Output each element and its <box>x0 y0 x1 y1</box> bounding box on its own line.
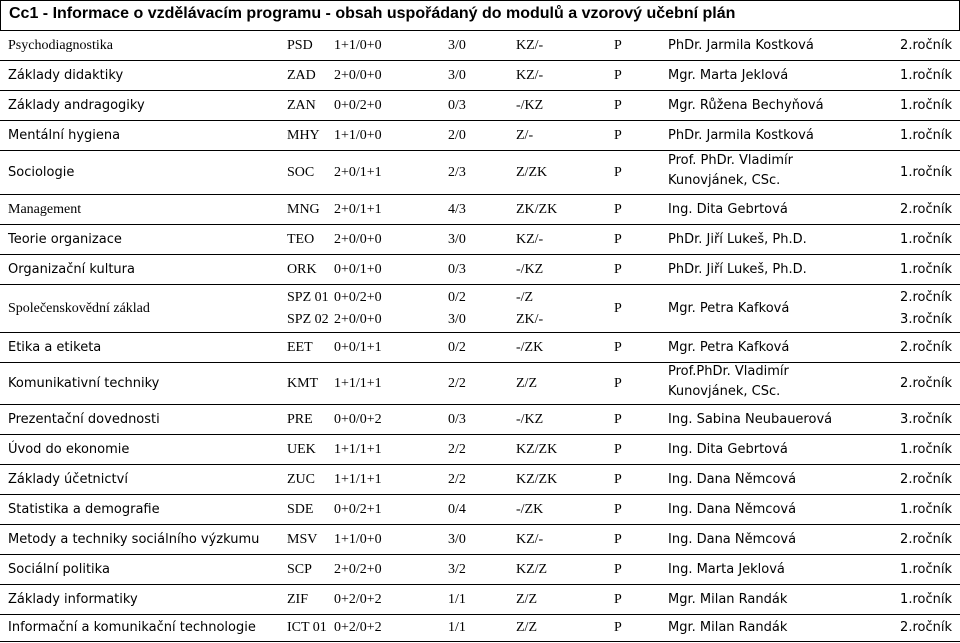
cell-type: P <box>614 532 622 547</box>
cell-year-line1: 2.ročník <box>900 290 952 305</box>
cell-teacher: PhDr. Jiří Lukeš, Ph.D. <box>668 262 807 277</box>
cell-name: Komunikativní techniky <box>8 376 160 391</box>
cell-hours: 0+2/0+2 <box>334 592 382 607</box>
table-row <box>0 435 960 465</box>
cell-year: 1.ročník <box>900 262 952 277</box>
cell-year: 2.ročník <box>900 202 952 217</box>
table-row <box>0 91 960 121</box>
table-row <box>0 121 960 151</box>
cell-name: Etika a etiketa <box>8 340 102 355</box>
cell-name: Základy andragogiky <box>8 98 145 113</box>
cell-exam-line2: ZK/- <box>516 312 544 327</box>
cell-credits: 3/0 <box>448 38 466 53</box>
table-row <box>0 363 960 405</box>
cell-exam: KZ/ZK <box>516 472 558 487</box>
cell-code: MHY <box>287 128 320 143</box>
cell-hours: 2+0/0+0 <box>334 68 382 83</box>
cell-credits: 2/0 <box>448 128 466 143</box>
cell-hours: 0+0/2+0 <box>334 98 382 113</box>
cell-teacher-line2: Kunovjánek, CSc. <box>668 384 781 399</box>
cell-teacher: Mgr. Růžena Bechyňová <box>668 98 824 113</box>
cell-credits: 2/2 <box>448 472 466 487</box>
cell-code: SDE <box>287 502 314 517</box>
cell-year: 3.ročník <box>900 412 952 427</box>
cell-teacher: Mgr. Milan Randák <box>668 592 788 607</box>
cell-type: P <box>614 502 622 517</box>
cell-type: P <box>614 301 622 316</box>
cell-exam: KZ/- <box>516 38 544 53</box>
cell-code: ICT 01 <box>287 620 327 635</box>
table-row <box>0 285 960 333</box>
cell-year: 1.ročník <box>900 98 952 113</box>
cell-exam: -/KZ <box>516 412 544 427</box>
cell-exam <box>516 287 543 331</box>
cell-type: P <box>614 592 622 607</box>
cell-teacher <box>668 362 789 402</box>
cell-exam: KZ/- <box>516 532 544 547</box>
cell-teacher: PhDr. Jiří Lukeš, Ph.D. <box>668 232 807 247</box>
table-row <box>0 585 960 615</box>
cell-teacher: Ing. Marta Jeklová <box>668 562 785 577</box>
cell-type: P <box>614 128 622 143</box>
cell-hours <box>334 287 382 331</box>
cell-code: UEK <box>287 442 316 457</box>
cell-hours: 0+0/1+1 <box>334 340 382 355</box>
cell-exam: ZK/ZK <box>516 202 558 217</box>
cell-exam: -/ZK <box>516 502 544 517</box>
cell-type: P <box>614 38 622 53</box>
cell-code: SCP <box>287 562 312 577</box>
cell-teacher: Mgr. Petra Kafková <box>668 340 790 355</box>
cell-code: EET <box>287 340 313 355</box>
cell-name: Základy účetnictví <box>8 472 128 487</box>
cell-type: P <box>614 165 622 180</box>
cell-code: KMT <box>287 376 319 391</box>
cell-exam: Z/Z <box>516 592 537 607</box>
cell-code: PRE <box>287 412 313 427</box>
cell-year: 1.ročník <box>900 562 952 577</box>
cell-teacher: Ing. Dana Němcová <box>668 472 797 487</box>
cell-credits: 3/0 <box>448 68 466 83</box>
cell-hours: 1+1/0+0 <box>334 128 382 143</box>
cell-credits: 0/2 <box>448 340 466 355</box>
cell-name: Mentální hygiena <box>8 128 121 143</box>
table-row <box>0 195 960 225</box>
cell-name: Teorie organizace <box>8 232 122 247</box>
cell-name: Prezentační dovednosti <box>8 412 160 427</box>
cell-credits: 0/3 <box>448 412 466 427</box>
cell-teacher <box>668 151 793 191</box>
page-title: Cc1 - Informace o vzdělávacím programu - obsah uspořádaný do modulů a vzorový učební plán <box>9 5 736 22</box>
cell-exam: KZ/Z <box>516 562 548 577</box>
cell-type: P <box>614 620 622 635</box>
cell-year: 1.ročník <box>900 128 952 143</box>
cell-code: MSV <box>287 532 318 547</box>
cell-name: Management <box>8 202 82 217</box>
cell-year: 1.ročník <box>900 68 952 83</box>
cell-code: ORK <box>287 262 317 277</box>
cell-hours: 1+1/0+0 <box>334 532 382 547</box>
cell-exam: Z/Z <box>516 376 537 391</box>
cell-teacher: Mgr. Milan Randák <box>668 620 788 635</box>
cell-teacher-line2: Kunovjánek, CSc. <box>668 173 781 188</box>
cell-hours: 1+1/1+1 <box>334 472 382 487</box>
cell-name: Informační a komunikační technologie <box>8 620 256 635</box>
cell-hours: 0+2/0+2 <box>334 620 382 635</box>
cell-year: 1.ročník <box>900 592 952 607</box>
cell-credits: 0/3 <box>448 98 466 113</box>
cell-type: P <box>614 262 622 277</box>
cell-year: 1.ročník <box>900 502 952 517</box>
cell-credits-line1: 0/2 <box>448 290 466 305</box>
cell-credits: 2/3 <box>448 165 466 180</box>
cell-code: TEO <box>287 232 315 247</box>
cell-teacher: PhDr. Jarmila Kostková <box>668 38 814 53</box>
cell-exam: Z/ZK <box>516 165 548 180</box>
cell-exam: -/KZ <box>516 262 544 277</box>
cell-teacher: Ing. Dana Němcová <box>668 532 797 547</box>
cell-credits: 0/3 <box>448 262 466 277</box>
cell-exam: KZ/- <box>516 232 544 247</box>
cell-code: ZUC <box>287 472 315 487</box>
cell-hours: 0+0/1+0 <box>334 262 382 277</box>
cell-exam: Z/Z <box>516 620 537 635</box>
cell-name: Úvod do ekonomie <box>8 442 130 457</box>
cell-hours: 0+0/0+2 <box>334 412 382 427</box>
cell-hours: 2+0/1+1 <box>334 202 382 217</box>
cell-credits: 3/0 <box>448 232 466 247</box>
cell-teacher-line1: Prof.PhDr. Vladimír <box>668 364 789 379</box>
table-row <box>0 405 960 435</box>
cell-year: 2.ročník <box>900 532 952 547</box>
cell-name: Psychodiagnostika <box>8 38 113 53</box>
table-row <box>0 495 960 525</box>
table-row <box>0 151 960 195</box>
cell-credits: 1/1 <box>448 592 466 607</box>
cell-hours: 1+1/1+1 <box>334 376 382 391</box>
cell-exam: KZ/ZK <box>516 442 558 457</box>
cell-credits: 4/3 <box>448 202 466 217</box>
table-row <box>0 31 960 61</box>
cell-year-line2: 3.ročník <box>900 312 952 327</box>
cell-type: P <box>614 562 622 577</box>
cell-hours-line2: 2+0/0+0 <box>334 312 382 327</box>
cell-credits: 3/2 <box>448 562 466 577</box>
table-row <box>0 61 960 91</box>
table-row <box>0 525 960 555</box>
cell-name: Statistika a demografie <box>8 502 160 517</box>
cell-code-line1: SPZ 01 <box>287 290 329 305</box>
cell-credits: 0/4 <box>448 502 466 517</box>
cell-code: PSD <box>287 38 313 53</box>
cell-teacher: Mgr. Marta Jeklová <box>668 68 789 83</box>
cell-type: P <box>614 376 622 391</box>
cell-type: P <box>614 68 622 83</box>
cell-teacher: Mgr. Petra Kafková <box>668 301 790 316</box>
cell-type: P <box>614 232 622 247</box>
cell-exam: KZ/- <box>516 68 544 83</box>
cell-year: 1.ročník <box>900 442 952 457</box>
cell-credits <box>448 287 466 331</box>
cell-name: Základy informatiky <box>8 592 138 607</box>
cell-teacher: Ing. Sabina Neubauerová <box>668 412 833 427</box>
table-row <box>0 225 960 255</box>
cell-code: ZAD <box>287 68 316 83</box>
cell-type: P <box>614 472 622 487</box>
cell-credits: 3/0 <box>448 532 466 547</box>
cell-year: 2.ročník <box>900 38 952 53</box>
table-row <box>0 333 960 363</box>
cell-year: 1.ročník <box>900 165 952 180</box>
cell-teacher: Ing. Dita Gebrtová <box>668 202 788 217</box>
cell-exam: -/ZK <box>516 340 544 355</box>
table-row <box>0 255 960 285</box>
cell-code: SOC <box>287 165 315 180</box>
cell-year: 2.ročník <box>900 472 952 487</box>
cell-code <box>287 287 329 331</box>
table-row <box>0 465 960 495</box>
cell-hours: 2+0/1+1 <box>334 165 382 180</box>
cell-exam-line1: -/Z <box>516 290 534 305</box>
cell-credits: 2/2 <box>448 442 466 457</box>
cell-name: Metody a techniky sociálního výzkumu <box>8 532 260 547</box>
table-row <box>0 614 960 642</box>
cell-code: MNG <box>287 202 320 217</box>
cell-year: 2.ročník <box>900 376 952 391</box>
cell-name: Základy didaktiky <box>8 68 124 83</box>
cell-type: P <box>614 340 622 355</box>
cell-teacher: PhDr. Jarmila Kostková <box>668 128 814 143</box>
cell-hours: 1+1/0+0 <box>334 38 382 53</box>
cell-type: P <box>614 442 622 457</box>
cell-year: 2.ročník <box>900 340 952 355</box>
cell-name: Sociální politika <box>8 562 110 577</box>
cell-exam: -/KZ <box>516 98 544 113</box>
cell-teacher: Ing. Dana Němcová <box>668 502 797 517</box>
title-bar <box>0 0 960 31</box>
table-row <box>0 555 960 585</box>
cell-exam: Z/- <box>516 128 534 143</box>
cell-code-line2: SPZ 02 <box>287 312 329 327</box>
cell-year <box>900 287 952 331</box>
cell-type: P <box>614 202 622 217</box>
cell-code: ZIF <box>287 592 308 607</box>
cell-credits-line2: 3/0 <box>448 312 466 327</box>
cell-credits: 2/2 <box>448 376 466 391</box>
cell-credits: 1/1 <box>448 620 466 635</box>
cell-name: Organizační kultura <box>8 262 135 277</box>
cell-hours: 1+1/1+1 <box>334 442 382 457</box>
cell-hours-line1: 0+0/2+0 <box>334 290 382 305</box>
cell-type: P <box>614 412 622 427</box>
cell-year: 1.ročník <box>900 232 952 247</box>
cell-name: Sociologie <box>8 165 75 180</box>
cell-teacher: Ing. Dita Gebrtová <box>668 442 788 457</box>
cell-teacher-line1: Prof. PhDr. Vladimír <box>668 153 793 168</box>
cell-code: ZAN <box>287 98 316 113</box>
cell-year: 2.ročník <box>900 620 952 635</box>
cell-hours: 2+0/0+0 <box>334 232 382 247</box>
cell-type: P <box>614 98 622 113</box>
cell-name: Společenskovědní základ <box>8 301 150 316</box>
cell-hours: 2+0/2+0 <box>334 562 382 577</box>
cell-hours: 0+0/2+1 <box>334 502 382 517</box>
